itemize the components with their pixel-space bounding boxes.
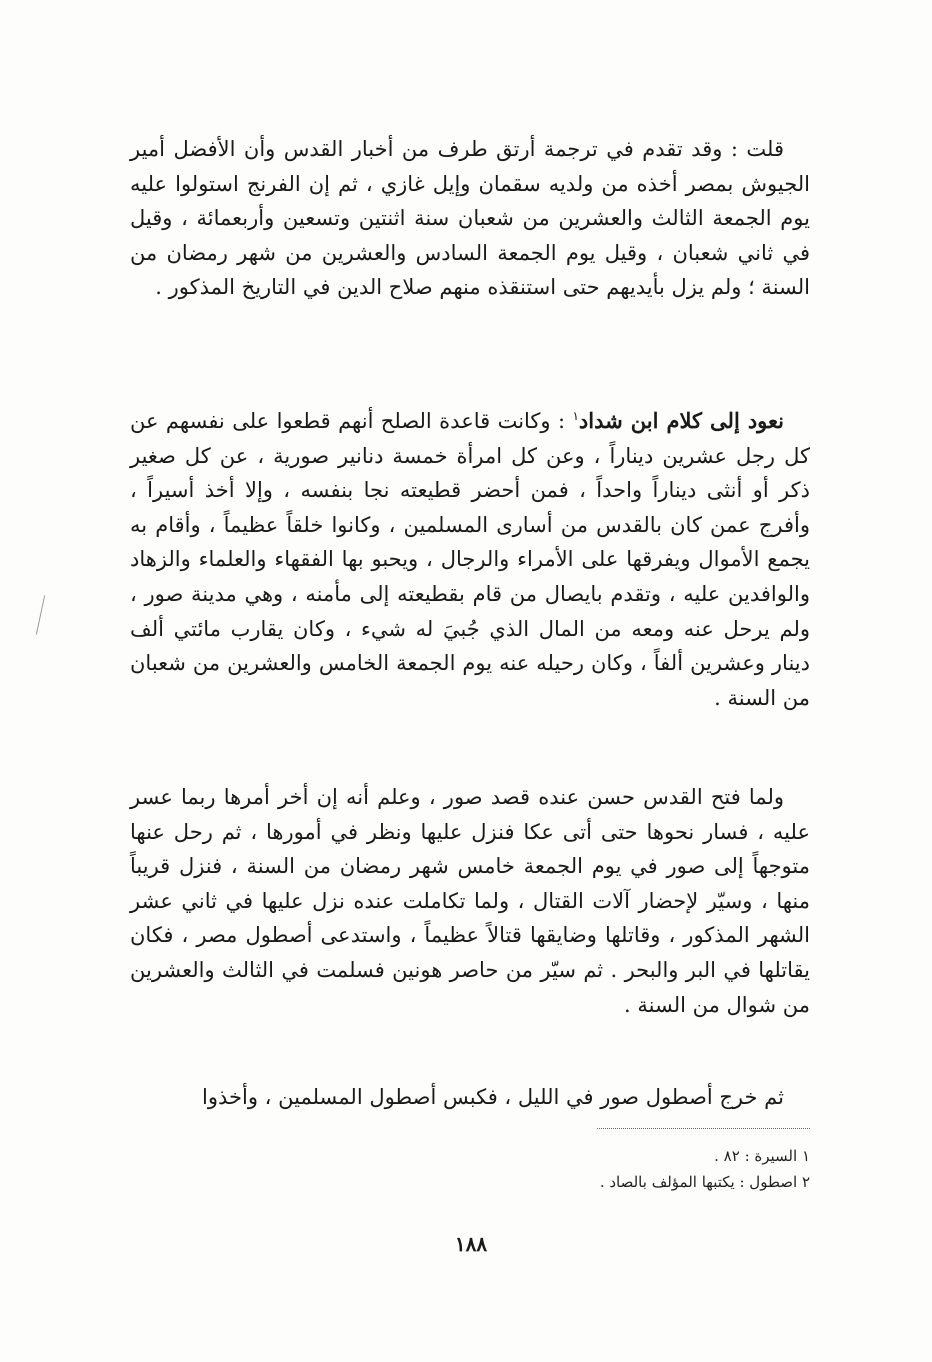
footnote-ref-1: ١ bbox=[572, 409, 579, 423]
paragraph-4 bbox=[130, 1080, 810, 1115]
margin-mark bbox=[36, 595, 45, 634]
footnote-1: ١ السيرة : ٨٢ . bbox=[714, 1147, 810, 1165]
paragraph-2-lead: نعود إلى كلام ابن شداد bbox=[578, 408, 785, 433]
paragraph-3 bbox=[130, 780, 810, 1022]
paragraph-2-body: : وكانت قاعدة الصلح أنهم قطعوا على نفسهم عن كل رجل عشرين ديناراً ، وعن كل امرأة خمسة دنانير صورية ، عن كل صغير ذكر أو أنثى ديناراً واحداً ، فمن أحضر قطيعته نجا بنفسه ، وإلا أخذ أسيراً ، وأفرج عمن كان بالقدس من أسارى المسلمين ، وكانوا خلقاً عظيماً ، وأقام به يجمع الأموال ويفرقها على الأمراء والرجال ، ويحبو بها الفقهاء والعلماء والزهاد والوافدين عليه ، وتقدم بايصال من قام بقطيعته إلى مأمنه ، وهي مدينة صور ، ولم يرحل عنه ومعه من المال الذي جُبيَ له شيء ، وكان يقارب مائتي ألف دينار وعشرين ألفاً ، وكان رحيله عنه يوم الجمعة الخامس والعشرين من شعبان من السنة . bbox=[130, 409, 810, 710]
paragraph-2 bbox=[130, 404, 810, 715]
paragraph-1 bbox=[130, 132, 810, 305]
footnote-2: ٢ اصطول : يكتبها المؤلف بالصاد . bbox=[599, 1173, 810, 1191]
footnote-divider bbox=[597, 1128, 810, 1129]
paragraph-3-text: ولما فتح القدس حسن عنده قصد صور ، وعلم أنه إن أخر أمرها ربما عسر عليه ، فسار نحوها حتى أتى عكا فنزل عليها ونظر في أمورها ، ثم رحل عنها متوجهاً إلى صور في يوم الجمعة خامس شهر رمضان من السنة ، فنزل قريباً منها ، وسيّر لإحضار آلات القتال ، ولما تكاملت عنده نزل عليها في ثاني عشر الشهر المذكور ، وقاتلها وضايقها قتالاً عظيماً ، واستدعى أصطول مصر ، فكان يقاتلها في البر والبحر . ثم سيّر من حاصر هونين فسلمت في الثالث والعشرين من شوال من السنة . bbox=[130, 785, 810, 1017]
paragraph-2-text bbox=[130, 404, 810, 715]
page-number: ١٨٨ bbox=[454, 1232, 488, 1256]
paragraph-1-text: قلت : وقد تقدم في ترجمة أرتق طرف من أخبار القدس وأن الأفضل أمير الجيوش بمصر أخذه من ولديه سقمان وإيل غازي ، ثم إن الفرنج استولوا عليه يوم الجمعة الثالث والعشرين من شعبان سنة اثنتين وتسعين وأربعمائة ، وقيل في ثاني شعبان ، وقيل يوم الجمعة السادس والعشرين من شهر رمضان من السنة ؛ ولم يزل بأيديهم حتى استنقذه منهم صلاح الدين في التاريخ المذكور . bbox=[130, 137, 810, 300]
footnotes bbox=[400, 1143, 810, 1195]
paragraph-4-text: ثم خرج أصطول صور في الليل ، فكبس أصطول المسلمين ، وأخذوا bbox=[202, 1085, 784, 1109]
